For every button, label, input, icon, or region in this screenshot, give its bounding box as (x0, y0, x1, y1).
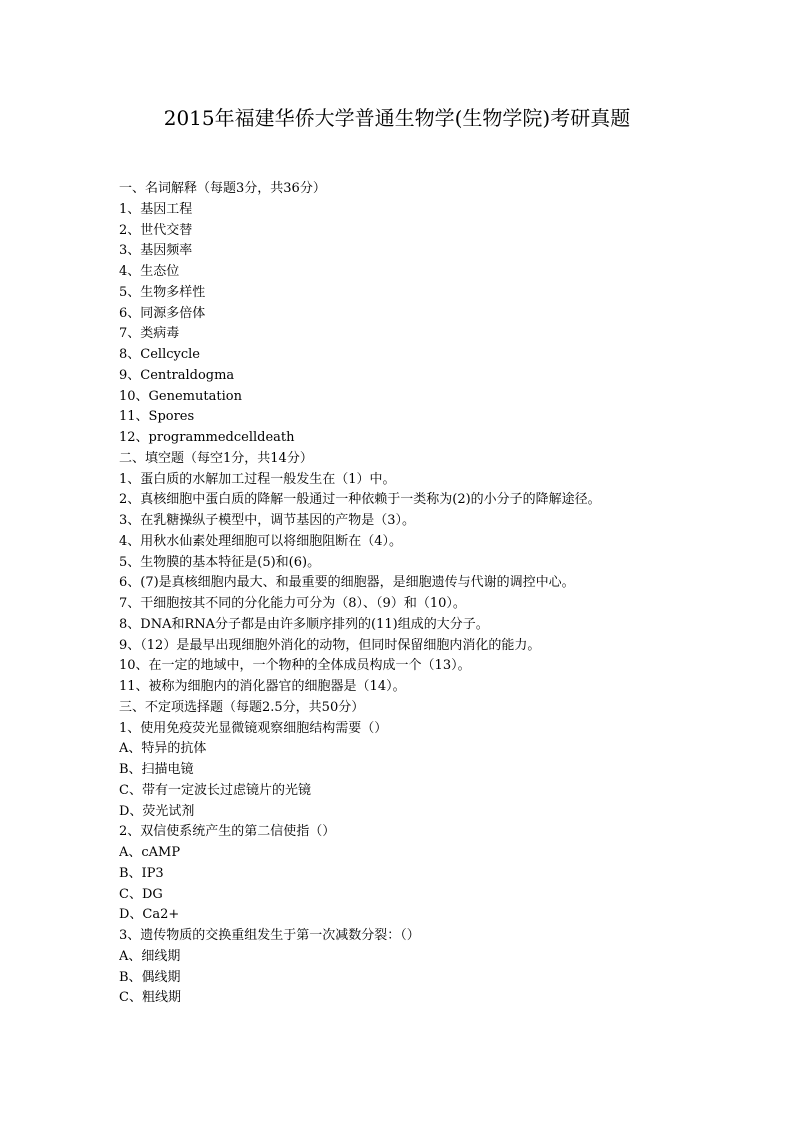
text-line: 6、(7)是真核细胞内最大、和最重要的细胞器，是细胞遗传与代谢的调控中心。 (119, 575, 575, 591)
text-line: 7、类病毒 (119, 326, 180, 342)
text-line: 二、填空题（每空1分，共14分） (119, 450, 313, 466)
text-line: A、细线期 (119, 948, 181, 964)
document-title: 2015年福建华侨大学普通生物学(生物学院)考研真题 (163, 106, 631, 130)
text-line: 10、在一定的地域中，一个物种的全体成员构成一个（13）。 (119, 658, 471, 674)
text-line: 10、Genemutation (119, 388, 242, 404)
text-line: C、DG (119, 886, 163, 902)
text-line: 5、生物膜的基本特征是(5)和(6)。 (119, 554, 321, 570)
text-line: D、荧光试剂 (119, 803, 195, 819)
text-line: 8、DNA和RNA分子都是由许多顺序排列的(11)组成的大分子。 (119, 616, 489, 632)
text-line: 3、在乳糖操纵子模型中，调节基因的产物是（3）。 (119, 513, 416, 528)
text-line: 1、使用免疫荧光显微镜观察细胞结构需要（） (119, 720, 388, 736)
text-line: 11、被称为细胞内的消化器官的细胞器是（14）。 (119, 679, 406, 694)
text-line: 4、生态位 (119, 264, 180, 279)
text-line: 2、双信使系统产生的第二信使指（） (119, 824, 336, 840)
text-line: 一、名词解释（每题3分，共36分） (119, 181, 326, 196)
text-line: 7、干细胞按其不同的分化能力可分为（8）、（9）和（10）。 (119, 596, 466, 611)
text-line: 1、基因工程 (119, 201, 193, 217)
text-line: A、cAMP (119, 845, 181, 860)
text-line: 1、蛋白质的水解加工过程一般发生在（1）中。 (119, 471, 396, 487)
text-line: 8、Cellcycle (119, 347, 200, 362)
text-line: A、特异的抗体 (119, 741, 207, 757)
text-line: 6、同源多倍体 (119, 305, 206, 321)
text-line: 11、Spores (119, 409, 195, 425)
text-line: D、Ca2+ (119, 907, 180, 923)
text-line: 4、用秋水仙素处理细胞可以将细胞阻断在（4）。 (119, 533, 403, 549)
text-line: 5、生物多样性 (119, 284, 206, 300)
text-line: 3、基因频率 (119, 243, 193, 259)
text-line: B、扫描电镜 (119, 762, 194, 777)
text-line: B、IP3 (119, 865, 164, 881)
text-line: 2、世代交替 (119, 222, 193, 238)
text-line: 3、遗传物质的交换重组发生于第一次减数分裂：（） (119, 928, 420, 943)
text-line: C、带有一定波长过虑镜片的光镜 (119, 782, 311, 798)
text-line: 三、不定项选择题（每题2.5分，共50分） (119, 699, 365, 715)
text-line: 9、Centraldogma (119, 367, 235, 383)
text-line: 12、programmedcelldeath (119, 430, 295, 445)
document-body (119, 179, 739, 1009)
text-line: 9、（12）是最早出现细胞外消化的动物，但同时保留细胞内消化的能力。 (119, 637, 541, 653)
text-line: B、偶线期 (119, 969, 181, 985)
text-line: 2、真核细胞中蛋白质的降解一般通过一种依赖于一类称为(2)的小分子的降解途径。 (119, 492, 601, 508)
text-line: C、粗线期 (119, 990, 181, 1006)
